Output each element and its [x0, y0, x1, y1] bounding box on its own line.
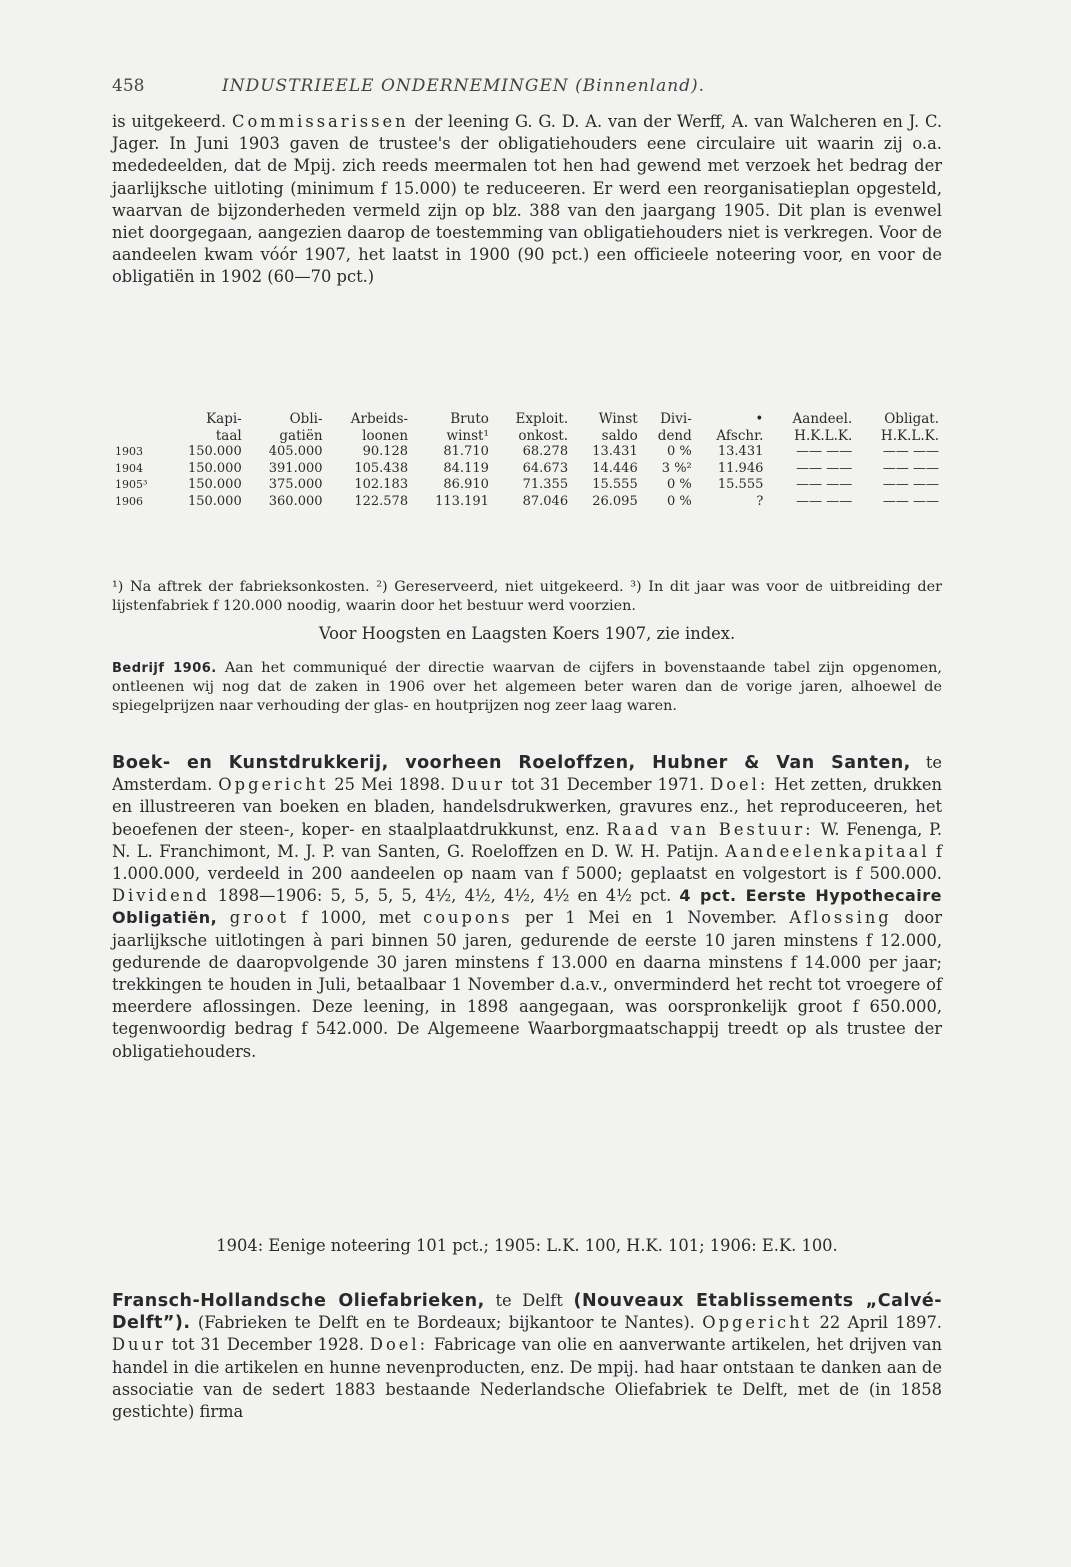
table-cell: 13.431 — [592, 444, 638, 459]
table-cell: 122.578 — [354, 493, 409, 509]
spaced-term: Aflossing — [789, 908, 892, 928]
text: te Delft — [484, 1291, 574, 1310]
table-cell: ? — [756, 493, 764, 509]
table-cell: 0 % — [667, 493, 692, 509]
table-cell: 150.000 — [187, 444, 242, 459]
spaced-term: Opgericht — [702, 1313, 813, 1333]
column-header: gatiën — [279, 427, 323, 444]
table-row — [112, 494, 942, 511]
table-cell: 13.431 — [717, 444, 764, 459]
table-cell: —— —— — [882, 444, 939, 459]
table-cell: —— —— — [796, 444, 853, 459]
table-cell: 1904 — [115, 461, 143, 475]
table-cell: 1903 — [115, 445, 143, 458]
financial-table — [112, 411, 942, 510]
column-header: dend — [657, 427, 692, 444]
table-cell: 81.710 — [443, 444, 489, 459]
table-cell: —— —— — [882, 460, 939, 476]
text: (Fabrieken te Delft en te Bordeaux; bijkantoor te Nantes). — [190, 1313, 703, 1333]
table-cell: 3 %² — [661, 460, 692, 476]
text: per 1 Mei en 1 November. — [512, 908, 790, 928]
column-header: • — [755, 411, 764, 427]
table-row — [112, 477, 942, 494]
table-cell: 68.278 — [522, 444, 569, 459]
table-cell: —— —— — [882, 477, 939, 492]
table-header-row — [112, 428, 942, 445]
page-number: 458 — [112, 76, 145, 96]
column-header: Bruto — [450, 411, 489, 427]
boek-noteering: 1904: Eenige noteering 101 pct.; 1905: L.K. 100, H.K. 101; 1906: E.K. 100. — [216, 1236, 838, 1255]
table-cell: 391.000 — [268, 460, 323, 476]
text: W. Fenenga, P. N. L. Franchimont, M. J. P. van Santen, G. Roeloffzen en D. W. H. Patijn. — [112, 819, 942, 861]
company-subname: (Nouveaux Etablissements „Calvé-Delft”). — [112, 1291, 942, 1334]
table-cell: 84.119 — [443, 460, 489, 476]
spaced-term: Doel: — [710, 775, 769, 795]
column-header: Arbeids- — [350, 411, 409, 427]
text: Aan het communiqué der directie waarvan de cijfers in bovenstaande tabel zijn opgenomen, ontleenen wij nog dat de zaken in 1906 over het algemeen beter waren dan de vorige jaren, alhoewel de spiegelprijzen naar verhouding der glas- en houtprijzen nog zeer laag waren. — [112, 660, 942, 715]
spaced-term: Commissarissen — [232, 112, 409, 131]
fransch-entry — [112, 1290, 942, 1423]
text: tot 31 December 1971. — [505, 775, 711, 795]
text: f 1.000.000, verdeeld in 200 aandeelen op naam van f 5000; geplaatst en volgestort is f 500.000. — [112, 841, 943, 884]
column-header: Obligat. — [884, 411, 939, 427]
spaced-term: Dividend — [112, 886, 210, 906]
table-cell: 405.000 — [268, 444, 323, 459]
spaced-term: coupons — [423, 908, 513, 928]
table-cell: 102.183 — [354, 477, 409, 492]
column-header — [112, 411, 164, 428]
spaced-term: Opgericht — [218, 775, 329, 795]
bond-title: 4 pct. Eerste Hypothecaire Obligatiën, — [112, 886, 942, 928]
table-cell: 87.046 — [522, 493, 569, 509]
running-title: INDUSTRIEELE ONDERNEMINGEN (Binnenland). — [222, 76, 706, 96]
text: is uitgekeerd. — [112, 112, 232, 131]
table-cell: 11.946 — [717, 460, 764, 476]
section-label: Bedrijf 1906. — [112, 661, 217, 676]
table-row — [112, 444, 942, 461]
column-header: Obli- — [289, 411, 323, 427]
table-cell: 86.910 — [443, 477, 489, 492]
table-cell: 1905³ — [115, 478, 148, 491]
column-header: saldo — [601, 427, 638, 444]
text: Fabricage van olie en aanverwante artikelen, het drijven van handel in die artikelen en hunne nevenproducten, enz. De mpij. had haar ontstaan te danken aan de associatie van de sedert 1883 bestaande Nederlandsche Oliefabriek te Delft, met de (in 1858 gestichte) firma — [112, 1335, 942, 1422]
table-cell: 375.000 — [268, 477, 323, 492]
column-header: Divi- — [660, 411, 692, 427]
table-cell: 15.555 — [592, 477, 638, 492]
table-cell: —— —— — [882, 493, 939, 509]
table-cell: 14.446 — [592, 460, 638, 476]
column-header: Afschr. — [716, 427, 764, 444]
page-header — [112, 76, 705, 96]
column-header: Kapi- — [206, 411, 242, 427]
company-name: Boek- en Kunstdrukkerij, voorheen Roeloffzen, Hubner & Van Santen, — [112, 753, 911, 773]
table-cell: —— —— — [796, 477, 853, 492]
column-header: taal — [215, 427, 242, 444]
column-header: H.K.L.K. — [794, 427, 853, 444]
spaced-term: Duur — [112, 1335, 166, 1355]
table-cell: 0 % — [667, 477, 692, 492]
column-header: Exploit. — [515, 411, 569, 427]
table-cell: 150.000 — [187, 493, 242, 509]
table-cell: 1906 — [115, 494, 143, 508]
column-header: H.K.L.K. — [880, 427, 939, 444]
bedrijf-paragraph — [112, 659, 942, 717]
table-cell: 150.000 — [187, 460, 242, 476]
table-footnotes: ¹) Na aftrek der fabrieksonkosten. ²) Gereserveerd, niet uitgekeerd. ³) In dit jaar was voor de uitbreiding der lijstenfabriek f 120.000 noodig, waarin door het bestuur werd voorzien. — [112, 579, 942, 614]
table-cell: 105.438 — [354, 460, 409, 476]
table-cell: 150.000 — [187, 477, 242, 492]
text: te Amsterdam. — [112, 753, 942, 795]
column-header: Winst — [598, 411, 638, 427]
company-name: Fransch-Hollandsche Oliefabrieken, — [112, 1291, 485, 1311]
text: 25 Mei 1898. — [328, 775, 452, 795]
table-cell: 0 % — [667, 444, 692, 459]
table-cell: 64.673 — [522, 460, 569, 476]
table-cell: 15.555 — [717, 477, 764, 492]
boek-entry — [112, 752, 942, 1063]
text: door jaarlijksche uitlotingen à pari binnen 50 jaren, gedurende de eerste 10 jaren minstens f 12.000, gedurende de daaropvolgende 30 jaren minstens f 13.000 en daarna minstens f 14.000 per jaar; trekkingen te houden in Juli, betaalbaar 1 November d.a.v., onverminderd het recht tot vroegere of meerdere aflossingen. Deze leening, in 1898 aangegaan, was oorspronkelijk groot f 650.000, tegenwoordig bedrag f 542.000. De Algemeene Waarborgmaatschappij treedt op als trustee der obligatiehouders. — [112, 908, 942, 1061]
spaced-term: groot — [229, 908, 290, 928]
table-cell: 360.000 — [268, 493, 323, 509]
table-cell: 90.128 — [362, 444, 409, 459]
column-header: winst¹ — [446, 427, 489, 444]
text: 22 April 1897. — [812, 1313, 942, 1333]
table-cell: —— —— — [796, 493, 853, 509]
text: f 1000, met — [289, 908, 424, 928]
koers-note: Voor Hoogsten en Laagsten Koers 1907, zie index. — [318, 624, 736, 643]
spaced-term: Duur — [451, 775, 506, 795]
table-cell: 26.095 — [592, 493, 638, 509]
column-header: Aandeel. — [792, 411, 853, 427]
table-cell: 71.355 — [522, 477, 569, 492]
spaced-term: Raad van Bestuur: — [606, 819, 814, 839]
column-header — [112, 428, 164, 445]
spaced-term: Aandeelenkapitaal — [725, 841, 930, 861]
table-cell: —— —— — [796, 460, 853, 476]
table-row — [112, 461, 942, 478]
column-header: onkost. — [518, 427, 569, 444]
column-header: loonen — [362, 427, 409, 444]
text: tot 31 December 1928. — [165, 1335, 370, 1355]
text: der leening G. G. D. A. van der Werff, A. van Walcheren en J. C. Jager. In Juni 1903 gaven de trustee's der obligatiehouders eene circulaire uit waarin zij o.a. mededeelden, dat de Mpij. zich reeds meermalen tot hen had gewend met verzoek het bedrag der jaarlijksche uitloting (minimum f 15.000) te reduceeren. Er werd een reorganisatieplan opgesteld, waarvan de bijzonderheden vermeld zijn op blz. 388 van den jaargang 1905. Dit plan is evenwel niet doorgegaan, aangezien daarop de toestemming van obligatiehouders niet is verkregen. Voor de aandeelen kwam vóór 1907, het laatst in 1900 (90 pct.) een officieele noteering voor, en voor de obligatiën in 1902 (60—70 pct.) — [112, 112, 942, 287]
table-header-row — [112, 411, 942, 428]
text: Het zetten, drukken en illustreeren van boeken en bladen, handelsdrukwerken, gravures enz., het reproduceeren, het beoefenen der steen-, koper- en staalplaatdrukkunst, enz. — [112, 775, 942, 839]
intro-paragraph — [112, 111, 942, 289]
text: 1898—1906: 5, 5, 5, 5, 4½, 4½, 4½, 4½ en 4½ pct. — [209, 886, 680, 906]
spaced-term: Doel: — [369, 1335, 429, 1355]
table-cell: 113.191 — [435, 493, 489, 509]
